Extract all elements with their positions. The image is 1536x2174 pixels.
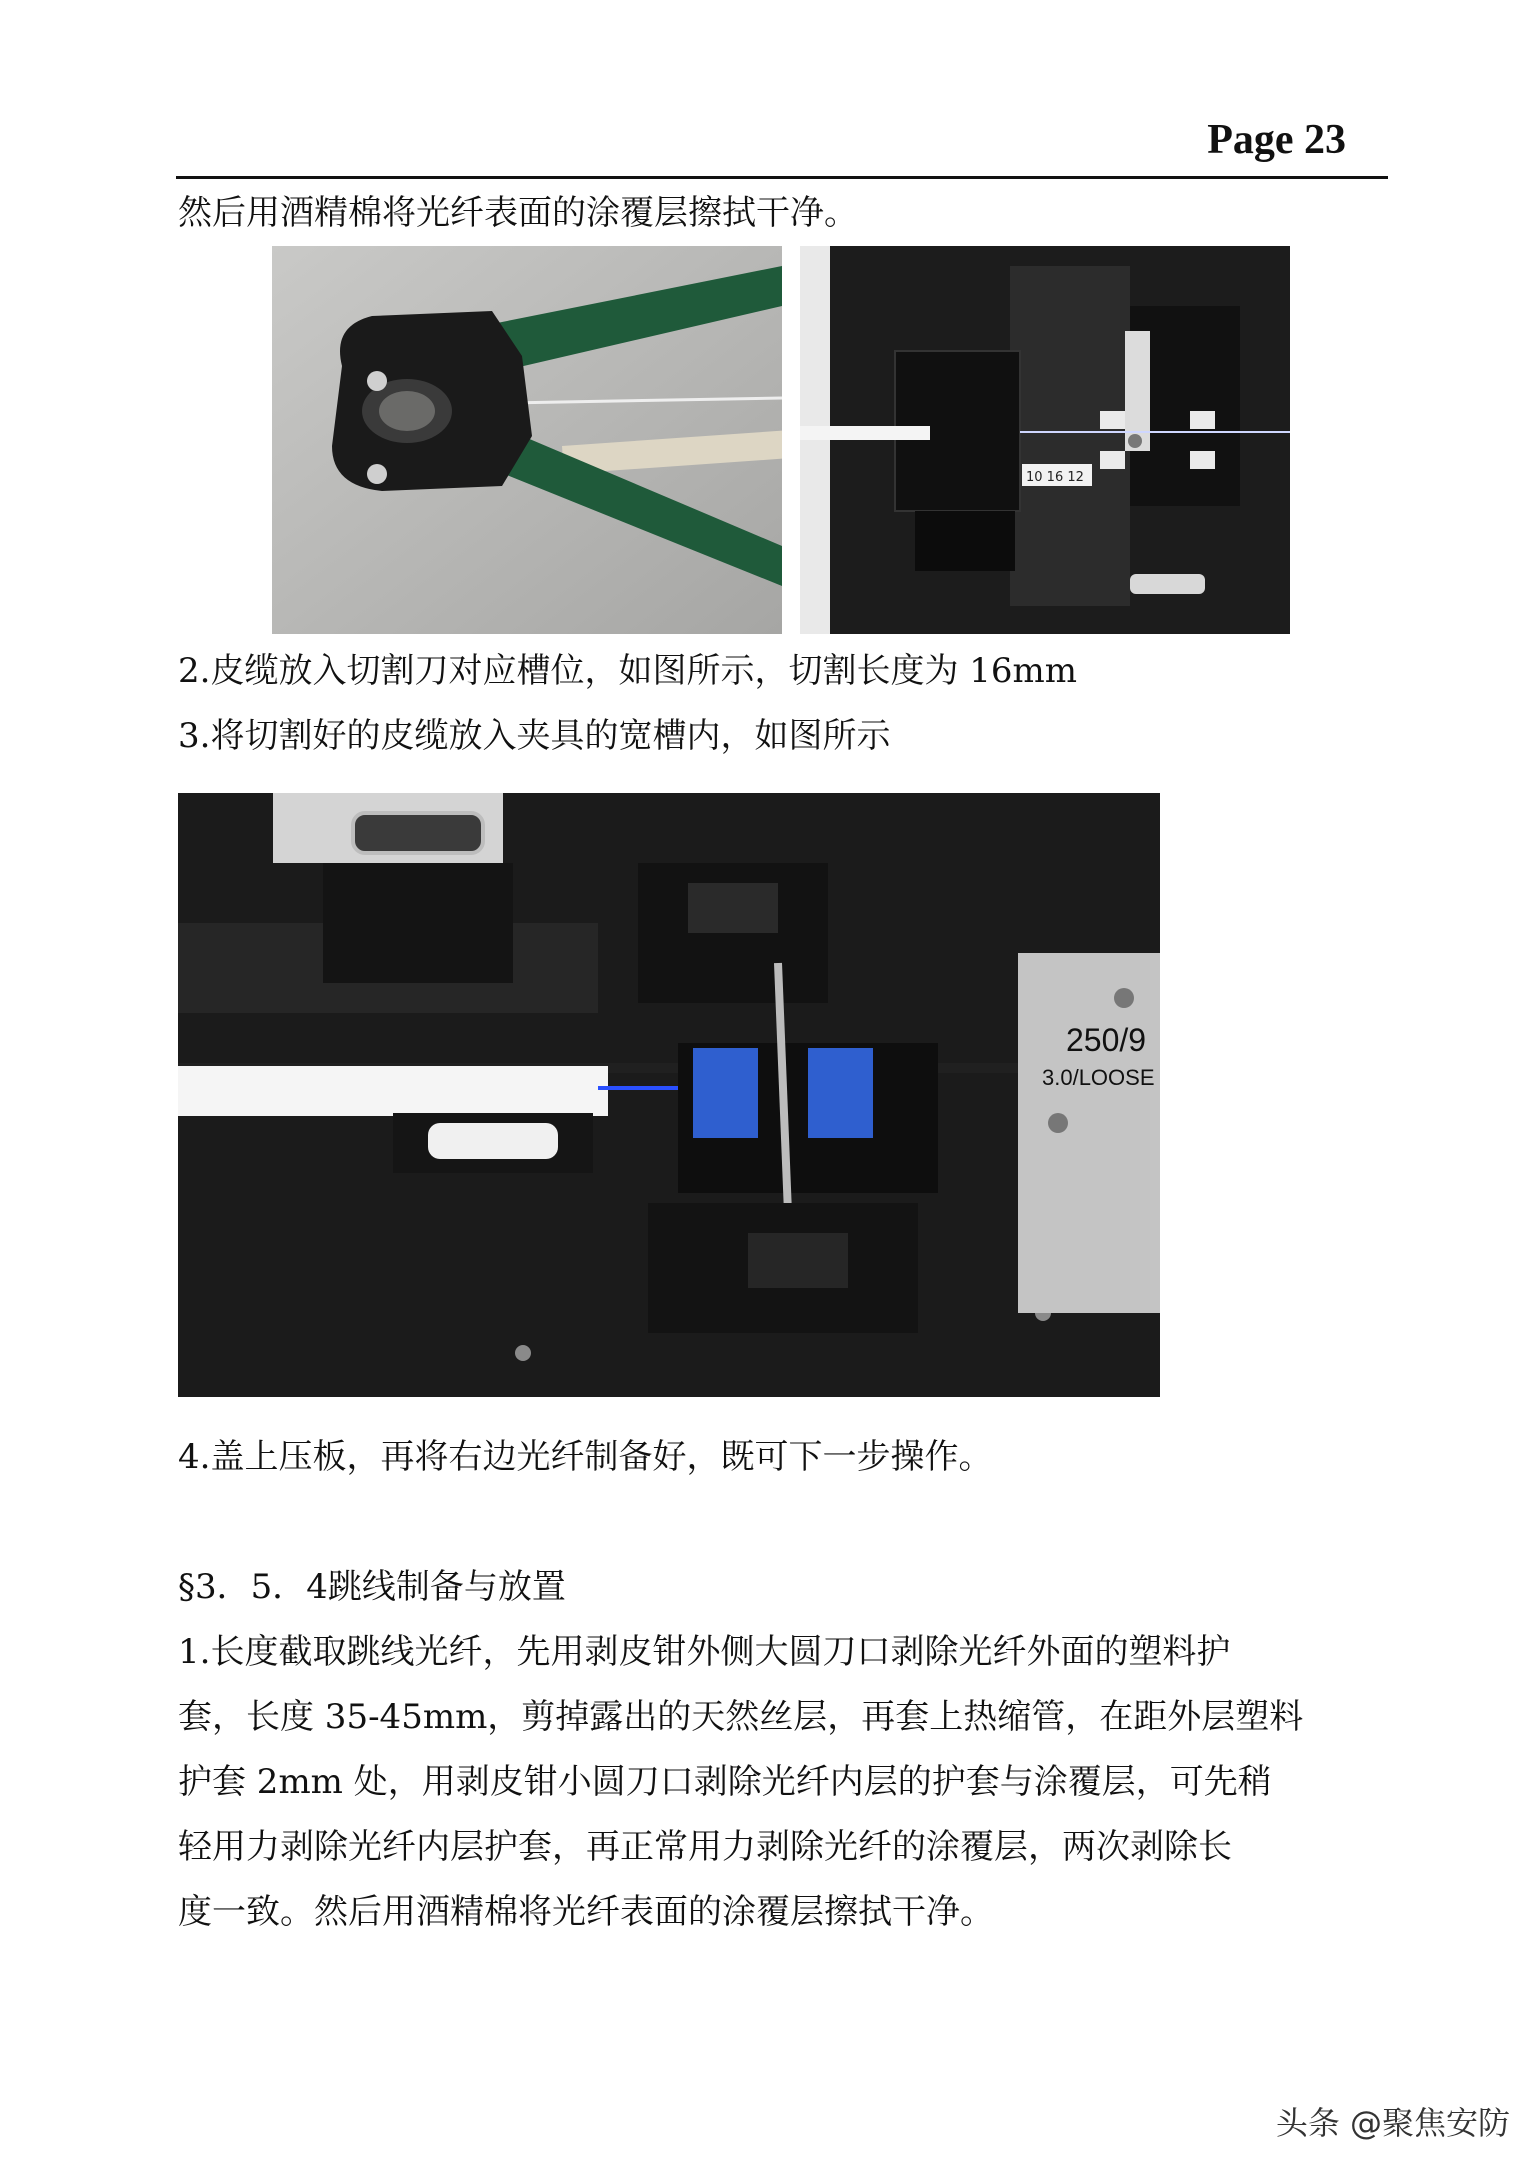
photo-fixture-wide-slot xyxy=(178,793,1160,1397)
step-4: 4.盖上压板，再将右边光纤制备好，既可下一步操作。 xyxy=(178,1437,993,1477)
page-number: Page 23 xyxy=(1207,117,1346,163)
body-line-5: 度一致。然后用酒精棉将光纤表面的涂覆层擦拭干净。 xyxy=(178,1892,994,1932)
photo-cleaver-16mm xyxy=(800,246,1290,634)
header-rule xyxy=(176,176,1388,179)
step-2: 2.皮缆放入切割刀对应槽位，如图所示，切割长度为 16mm xyxy=(178,651,1077,691)
cleaver-ruler-text: 10 16 12 xyxy=(1026,470,1084,485)
body-line-3: 护套 2mm 处，用剥皮钳小圆刀口剥除光纤内层的护套与涂覆层，可先稍 xyxy=(178,1762,1272,1802)
fixture-label-250: 250/9 xyxy=(1066,1022,1147,1058)
step-3: 3.将切割好的皮缆放入夹具的宽槽内，如图所示 xyxy=(178,716,891,756)
body-line-4: 轻用力剥除光纤内层护套，再正常用力剥除光纤的涂覆层，两次剥除长 xyxy=(178,1827,1232,1867)
watermark: 头条 @聚焦安防 xyxy=(1275,2104,1510,2142)
body-line-1: 1.长度截取跳线光纤，先用剥皮钳外侧大圆刀口剥除光纤外面的塑料护 xyxy=(178,1632,1231,1672)
section-title: §3．5．4跳线制备与放置 xyxy=(178,1567,566,1607)
fixture-label-loose: 3.0/LOOSE xyxy=(1042,1065,1155,1090)
photo-stripper-pliers xyxy=(272,246,782,634)
body-line-2: 套，长度 35-45mm，剪掉露出的天然丝层，再套上热缩管，在距外层塑料 xyxy=(178,1697,1304,1737)
paragraph-intro: 然后用酒精棉将光纤表面的涂覆层擦拭干净。 xyxy=(178,193,858,233)
